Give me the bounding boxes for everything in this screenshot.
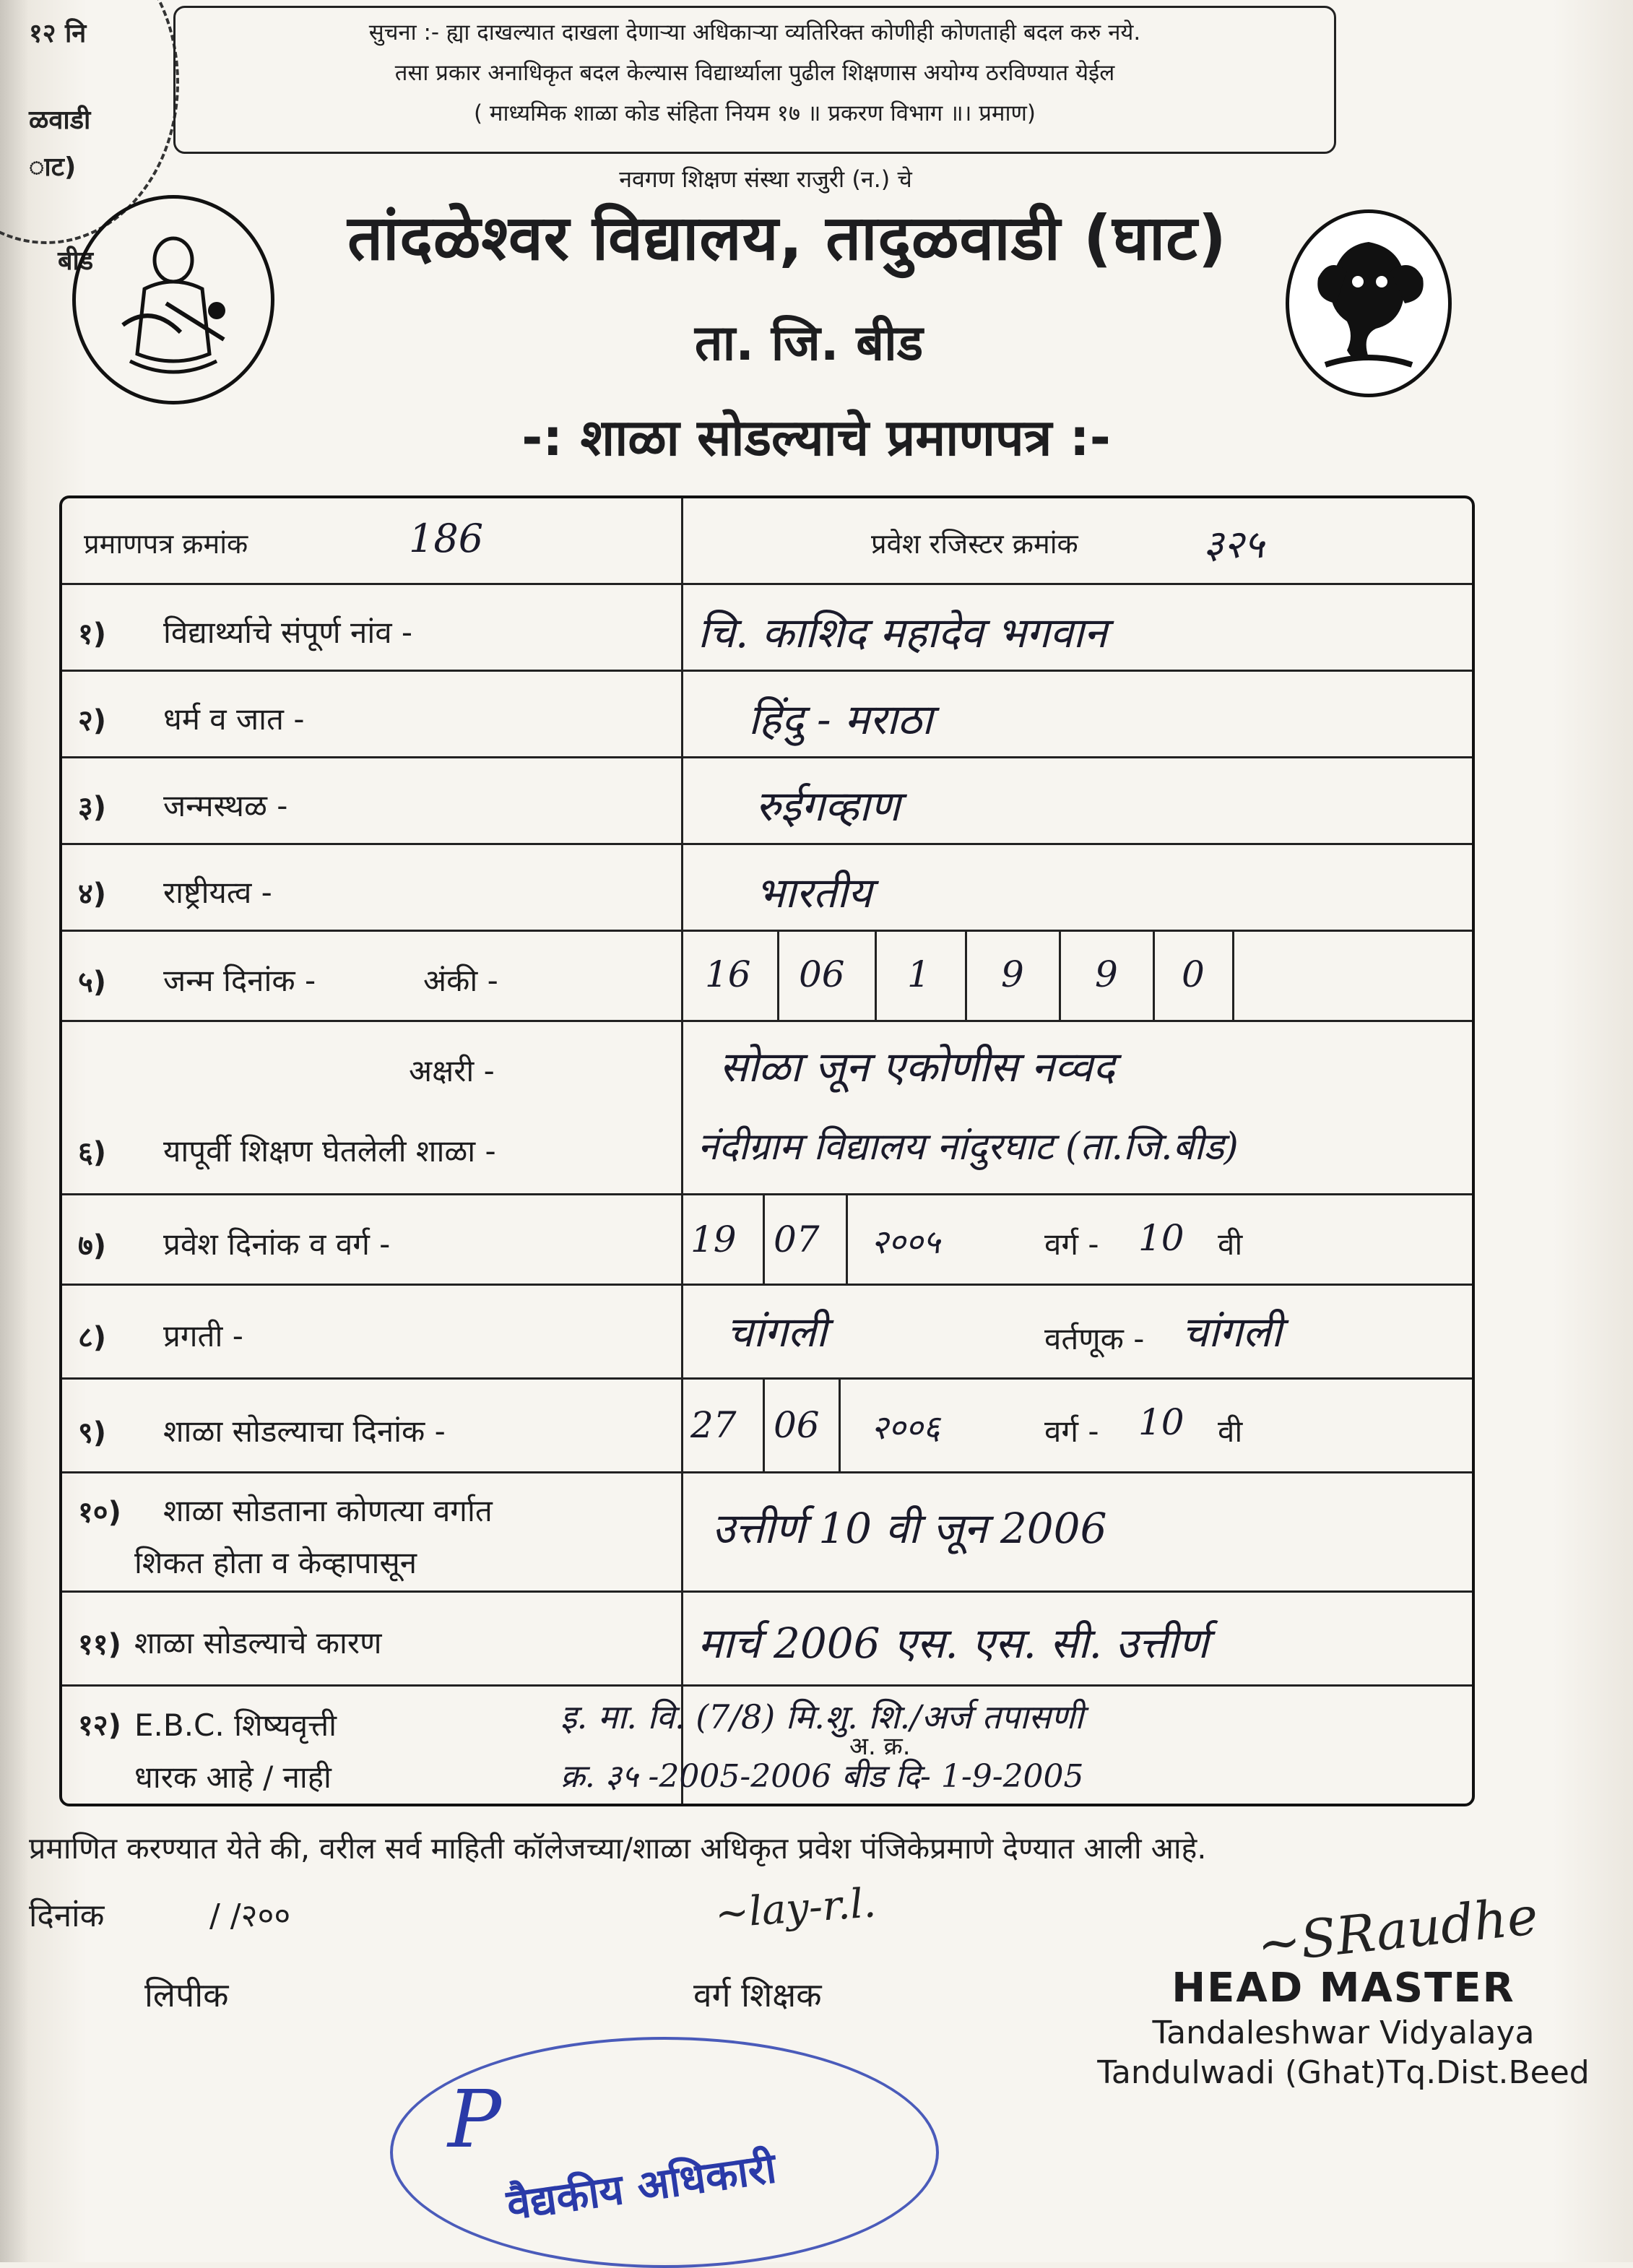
ebc-label-2: धारक आहे / नाही bbox=[134, 1760, 332, 1795]
taluka-district: ता. जि. बीड bbox=[694, 315, 924, 372]
field-number: १०) bbox=[78, 1496, 121, 1529]
prev-school-value: नंदीग्राम विद्यालय नांदुरघाट (ता.जि.बीड) bbox=[698, 1125, 1239, 1169]
dob-year-2: 9 bbox=[1001, 953, 1024, 995]
student-name-value: चि. काशिद महादेव भगवान bbox=[698, 608, 1107, 657]
cert-no-value: 186 bbox=[409, 516, 484, 561]
stamp-text-2: ळवाडी bbox=[29, 105, 91, 135]
conduct-value: चांगली bbox=[1182, 1307, 1282, 1356]
certificate-form bbox=[59, 495, 1475, 1806]
admission-month: 07 bbox=[774, 1219, 820, 1260]
headmaster-title: HEAD MASTER bbox=[1171, 1965, 1515, 2012]
dob-day: 16 bbox=[705, 953, 751, 995]
headmaster-stamp bbox=[1083, 1965, 1603, 2091]
dob-words-label: अक्षरी - bbox=[409, 1053, 495, 1088]
date-label: दिनांक bbox=[29, 1897, 105, 1934]
progress-value: चांगली bbox=[727, 1307, 827, 1356]
field-label: धर्म व जात - bbox=[163, 701, 305, 737]
nationality-value: भारतीय bbox=[755, 868, 872, 917]
leaving-class-label-1: शाळा सोडताना कोणत्या वर्गात bbox=[163, 1493, 493, 1528]
notice-line-3: ( माध्यमिक शाळा कोड संहिता नियम १७ ॥ प्रकरण विभाग ॥। प्रमाण) bbox=[473, 100, 1036, 126]
dob-year-1: 1 bbox=[907, 953, 930, 995]
leaving-class-value: उत्तीर्ण 10 वी जून 2006 bbox=[712, 1504, 1107, 1553]
date-value: / /२०० bbox=[209, 1897, 291, 1934]
saraswati-emblem-icon bbox=[72, 195, 274, 404]
field-number: ३) bbox=[78, 791, 107, 824]
birthplace-value: रुईगव्हाण bbox=[755, 782, 901, 831]
headmaster-signature: ~SRaudhe bbox=[1254, 1884, 1541, 1975]
field-number: ४) bbox=[78, 878, 107, 911]
notice-box bbox=[173, 6, 1336, 154]
field-number: ५) bbox=[78, 966, 107, 999]
leaving-month: 06 bbox=[774, 1404, 820, 1446]
field-number: ८) bbox=[78, 1321, 107, 1354]
admission-label: प्रवेश दिनांक व वर्ग - bbox=[163, 1226, 391, 1262]
register-no-label: प्रवेश रजिस्टर क्रमांक bbox=[871, 528, 1078, 560]
ganesha-emblem-icon bbox=[1286, 209, 1452, 397]
field-label: राष्ट्रीयत्व - bbox=[163, 875, 272, 910]
school-name: तांदळेश्वर विद्यालय, तादुळवाडी (घाट) bbox=[347, 202, 1227, 274]
medical-officer-signature: P bbox=[448, 2073, 502, 2165]
class-teacher-label: वर्ग शिक्षक bbox=[693, 1975, 822, 2014]
clerk-label: लिपीक bbox=[144, 1975, 229, 2014]
dob-year-3: 9 bbox=[1095, 953, 1118, 995]
field-row-birthplace bbox=[62, 758, 1472, 845]
field-number: ११) bbox=[78, 1628, 121, 1661]
leaving-class-label: वर्ग - bbox=[1044, 1414, 1099, 1449]
ebc-value-1: इ. मा. वि. (7/8) मि.शु. शि./अर्ज तपासणी bbox=[560, 1697, 1084, 1736]
leaving-year: २००६ bbox=[871, 1408, 940, 1447]
field-row-prev-school bbox=[62, 1105, 1472, 1195]
field-row-reason bbox=[62, 1593, 1472, 1687]
admission-class-value: 10 bbox=[1138, 1217, 1184, 1259]
reason-label: शाळा सोडल्याचे कारण bbox=[134, 1625, 382, 1661]
field-row-admission bbox=[62, 1195, 1472, 1286]
admission-class-suffix: वी bbox=[1218, 1226, 1243, 1262]
stamp-text-1: १२ नि bbox=[29, 19, 87, 48]
certificate-title: -: शाळा सोडल्याचे प्रमाणपत्र :- bbox=[521, 408, 1111, 467]
stamp-text-4: बीड bbox=[58, 246, 94, 276]
cert-no-label: प्रमाणपत्र क्रमांक bbox=[84, 528, 248, 560]
class-teacher-signature: ~lay-r.l. bbox=[714, 1879, 878, 1938]
field-row-name bbox=[62, 585, 1472, 672]
notice-line-1: सुचना :- ह्या दाखल्यात दाखला देणाऱ्या अधिकाऱ्या व्यतिरिक्त कोणीही कोणताही बदल करु नये. bbox=[368, 20, 1141, 46]
field-number: ९) bbox=[78, 1416, 107, 1450]
field-number: २) bbox=[78, 704, 107, 737]
field-row-progress bbox=[62, 1286, 1472, 1380]
progress-label: प्रगती - bbox=[163, 1318, 243, 1354]
ebc-label-1: E.B.C. शिष्यवृत्ती bbox=[134, 1708, 337, 1743]
admission-day: 19 bbox=[690, 1219, 737, 1260]
register-no-value: ३२५ bbox=[1203, 521, 1265, 567]
field-label: विद्यार्थ्याचे संपूर्ण नांव - bbox=[163, 615, 413, 650]
field-row-dob bbox=[62, 932, 1472, 1022]
ebc-value-2: क्र. ३५ -2005-2006 बीड दि- 1-9-2005 bbox=[560, 1758, 1084, 1795]
headmaster-school: Tandaleshwar Vidyalaya bbox=[1152, 2014, 1535, 2051]
field-row-ebc bbox=[62, 1687, 1472, 1806]
field-number: १२) bbox=[78, 1709, 121, 1742]
field-row-religion bbox=[62, 672, 1472, 758]
prev-school-label: यापूर्वी शिक्षण घेतलेली शाळा - bbox=[163, 1133, 496, 1169]
medical-officer-stamp-text: वैद्यकीय अधिकारी bbox=[503, 2143, 779, 2230]
dob-month: 06 bbox=[799, 953, 845, 995]
society-name: नवगण शिक्षण संस्था राजुरी (न.) चे bbox=[619, 165, 912, 193]
ebc-value-mid: अ. क्र. bbox=[849, 1732, 911, 1761]
leaving-class-value: 10 bbox=[1138, 1401, 1184, 1443]
field-row-dob-words bbox=[62, 1022, 1472, 1105]
field-label: जन्मस्थळ - bbox=[163, 788, 288, 823]
leaving-date-label: शाळा सोडल्याचा दिनांक - bbox=[163, 1414, 446, 1449]
dob-words-value: सोळा जून एकोणीस नव्वद bbox=[719, 1042, 1115, 1091]
dob-label: जन्म दिनांक - bbox=[163, 963, 316, 998]
dob-year-4: 0 bbox=[1182, 953, 1205, 995]
field-number: ६) bbox=[78, 1136, 107, 1169]
field-row-leaving-date bbox=[62, 1380, 1472, 1473]
dob-digit-boxes bbox=[683, 932, 1472, 1020]
reason-value: मार्च 2006 एस. एस. सी. उत्तीर्ण bbox=[698, 1619, 1209, 1668]
leaving-class-label-2: शिकत होता व केव्हापासून bbox=[134, 1545, 417, 1580]
notice-line-2: तसा प्रकार अनाधिकृत बदल केल्यास विद्यार्थ्याला पुढील शिक्षणास अयोग्य ठरविण्यात येईल bbox=[394, 60, 1115, 86]
leaving-class-suffix: वी bbox=[1218, 1414, 1243, 1449]
stamp-text-3: ाट) bbox=[29, 152, 77, 182]
leaving-day: 27 bbox=[690, 1404, 737, 1446]
certification-statement: प्रमाणित करण्यात येते की, वरील सर्व माहिती कॉलेजच्या/शाळा अधिकृत प्रवेश पंजिकेप्रमाणे देण्यात आली आहे. bbox=[29, 1831, 1207, 1866]
admission-class-label: वर्ग - bbox=[1044, 1226, 1099, 1262]
field-row-leaving-class bbox=[62, 1473, 1472, 1593]
admission-year: २००५ bbox=[871, 1222, 940, 1261]
conduct-label: वर्तणूक - bbox=[1044, 1321, 1145, 1356]
field-number: १) bbox=[78, 618, 107, 651]
religion-caste-value: हिंदु - मराठा bbox=[748, 695, 933, 744]
header-row bbox=[62, 498, 1472, 585]
field-row-nationality bbox=[62, 845, 1472, 932]
dob-digits-label: अंकी - bbox=[423, 963, 498, 998]
field-number: ७) bbox=[78, 1229, 107, 1263]
headmaster-place: Tandulwadi (Ghat)Tq.Dist.Beed bbox=[1097, 2054, 1590, 2091]
